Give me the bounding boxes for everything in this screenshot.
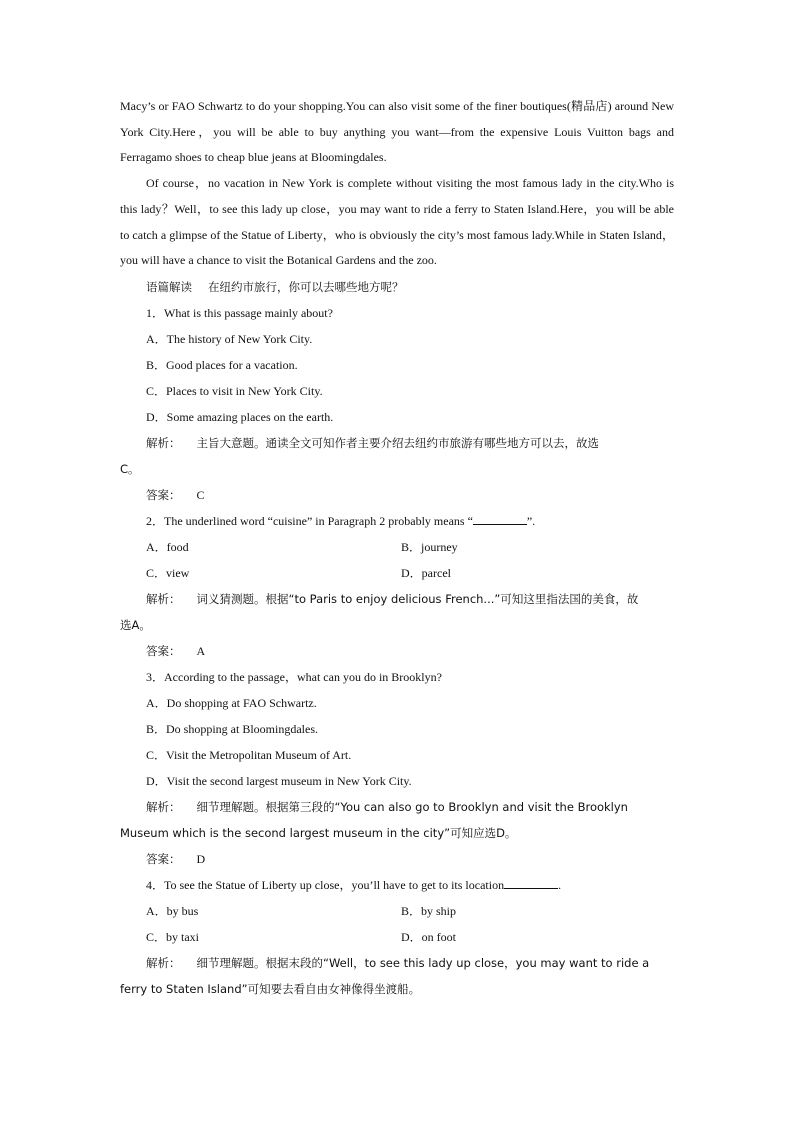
question-2-stem — [120, 508, 674, 534]
question-1-option-b: B．Good places for a vacation. — [146, 357, 298, 372]
analysis-label: 解析： — [146, 435, 181, 450]
analysis-text: 细节理解题。根据第三段的“You can also go to Brooklyn and visit the Brooklyn — [196, 799, 628, 814]
question-3-answer — [120, 846, 674, 872]
question-2-options-row-2 — [120, 560, 674, 586]
question-4-option-d: D．on foot — [401, 929, 456, 944]
question-1-stem: 1．What is this passage mainly about? — [146, 305, 333, 320]
answer-label: 答案： — [146, 643, 181, 658]
passage-paragraph-1: Macy’s or FAO Schwartz to do your shopping.You can also visit some of the finer boutiques(精品店) around New York City.Here，you will be able to buy anything you want—from the expensive Louis Vuitton bags and Ferragamo shoes to cheap blue jeans at Bloomingdales. — [120, 99, 674, 165]
section-header — [120, 274, 674, 300]
answer-value: C — [196, 487, 205, 502]
question-4-option-b: B．by ship — [401, 903, 457, 918]
question-1-option-a: A．The history of New York City. — [146, 331, 313, 346]
stem-text: 4．To see the Statue of Liberty up close，you’ll have to get to its location — [146, 877, 505, 892]
question-2-options-row-1 — [120, 534, 674, 560]
question-4-analysis-cont: ferry to Staten Island”可知要去看自由女神像得坐渡船。 — [120, 981, 421, 996]
question-1-option-c: C．Places to visit in New York City. — [146, 383, 323, 398]
stem-end: ”. — [526, 513, 536, 528]
answer-blank — [473, 512, 527, 525]
analysis-text: 主旨大意题。通读全文可知作者主要介绍去纽约市旅游有哪些地方可以去，故选 — [196, 435, 599, 450]
question-1-option-d: D．Some amazing places on the earth. — [146, 409, 334, 424]
answer-label: 答案： — [146, 851, 181, 866]
question-2-analysis — [120, 586, 674, 612]
analysis-label: 解析： — [146, 799, 181, 814]
section-label: 语篇解读 — [146, 279, 192, 294]
question-3-option-d: D．Visit the second largest museum in New York City. — [146, 773, 412, 788]
question-4-option-c: C．by taxi — [146, 929, 199, 944]
question-3-analysis — [120, 794, 674, 820]
answer-label: 答案： — [146, 487, 181, 502]
question-4-options-row-2 — [120, 924, 674, 950]
question-4-options-row-1 — [120, 898, 674, 924]
question-2-answer — [120, 638, 674, 664]
analysis-label: 解析： — [146, 591, 181, 606]
document-page — [120, 94, 674, 1002]
question-4-stem — [120, 872, 674, 898]
section-summary: 在纽约市旅行，你可以去哪些地方呢？ — [208, 279, 404, 294]
question-1-analysis — [120, 430, 674, 456]
question-3-option-a: A．Do shopping at FAO Schwartz. — [146, 695, 317, 710]
question-3-option-c: C．Visit the Metropolitan Museum of Art. — [146, 747, 352, 762]
answer-value: D — [196, 851, 206, 866]
question-2-option-a: A．food — [146, 539, 189, 554]
analysis-text: 细节理解题。根据末段的“Well，to see this lady up close，you may want to ride a — [196, 955, 650, 970]
question-4-option-a: A．by bus — [146, 903, 199, 918]
question-1-analysis-cont: C。 — [120, 461, 140, 476]
question-2-analysis-cont: 选A。 — [120, 617, 151, 632]
question-2-option-c: C．view — [146, 565, 190, 580]
analysis-label: 解析： — [146, 955, 181, 970]
question-4-analysis — [120, 950, 674, 976]
question-3-option-b: B．Do shopping at Bloomingdales. — [146, 721, 318, 736]
passage-paragraph-2: Of course，no vacation in New York is complete without visiting the most famous lady in the city.Who is this lady？Well，to see this lady up close，you may want to ride a ferry to Staten Island.Here，you will be able to catch a glimpse of the Statue of Liberty，who is obviously the city’s most famous lady.While in Staten Island，you will have a chance to visit the Botanical Gardens and the zoo. — [120, 176, 674, 268]
question-1-answer — [120, 482, 674, 508]
question-2-option-b: B．journey — [401, 539, 458, 554]
stem-end: . — [558, 877, 562, 892]
question-2-option-d: D．parcel — [401, 565, 451, 580]
answer-value: A — [196, 643, 206, 658]
answer-blank — [504, 876, 558, 889]
analysis-text: 词义猜测题。根据“to Paris to enjoy delicious French...”可知这里指法国的美食，故 — [196, 591, 639, 606]
stem-text: 2．The underlined word “cuisine” in Paragraph 2 probably means “ — [146, 513, 473, 528]
question-3-stem: 3．According to the passage，what can you do in Brooklyn? — [146, 669, 442, 684]
question-3-analysis-cont: Museum which is the second largest museum in the city”可知应选D。 — [120, 825, 517, 840]
